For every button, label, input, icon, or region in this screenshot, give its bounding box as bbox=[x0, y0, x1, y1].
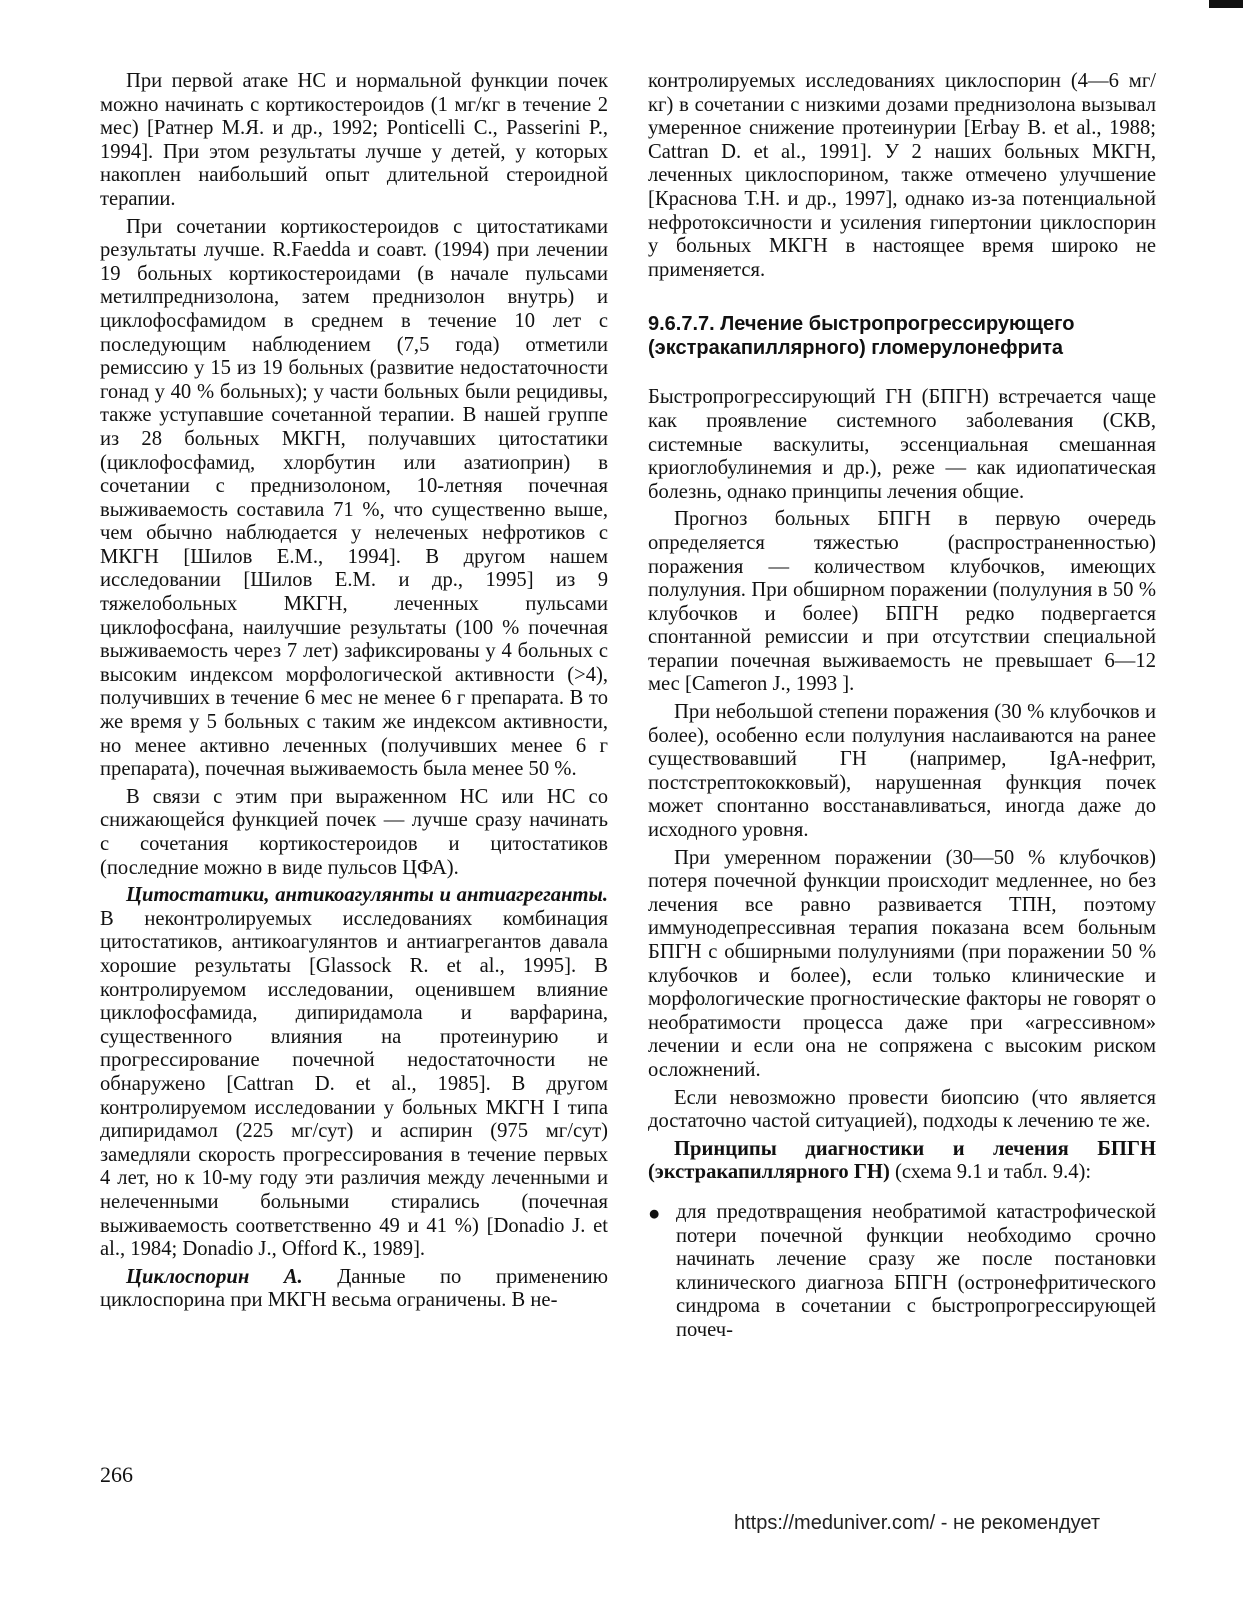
paragraph bbox=[100, 1266, 608, 1313]
paragraph: При сочетании кортикостероидов с цитостатиками результаты лучше. R.Faedda и соавт. (1994) при лечении 19 больных кортикостероидами (в начале пульсами метилпреднизолона, затем преднизолон внутрь) и циклофосфамидом в среднем в течение 10 лет с последующим наблюдением (7,5 года) отметили ремиссию у 15 из 19 больных (развитие недостаточности гонад у 40 % больных); у части больных были рецидивы, также уступавшие сочетанной терапии. В нашей группе из 28 больных МКГН, получавших цитостатики (циклофосфамид, хлорбутин или азатиоприн) в сочетании с преднизолоном, 10-летняя почечная выживаемость составила 71 %, что существенно выше, чем обычно наблюдается у нелеченых нефротиков с МКГН [Шилов Е.М., 1994]. В другом нашем исследовании [Шилов Е.М. и др., 1995] из 9 тяжелобольных МКГН, леченных пульсами циклофосфана, наилучшие результаты (100 % почечная выживаемость через 7 лет) зафиксированы у 4 больных с высоким индексом морфологической активности (>4), получивших в течение 6 мес не менее 6 г препарата. В то же время у 5 больных с таким же индексом активности, но менее активно леченных (получивших менее 6 г препарата), почечная выживаемость была менее 50 %. bbox=[100, 215, 608, 781]
paragraph-text: В неконтролируемых исследованиях комбинация цитостатиков, антикоагулянтов и антиагрегантов давала хорошие результаты [Glassock R. et al., 1995]. В контролируемом исследовании, оценившем влияние циклофосфамида, дипиридамола и варфарина, существенного влияния на протеинурию и прогрессирование почечной недостаточности не обнаружено [Cattran D. et al., 1985]. В другом контролируемом исследовании у больных МКГН I типа дипиридамол (225 мг/сут) и аспирин (975 мг/сут) замедляли скорость прогрессирования в течение первых 4 лет, но к 10-му году эти различия между леченными и нелеченными больными стирались (почечная выживаемость соответственно 49 и 41 %) [Donadio J. et al., 1984; Donadio J., Offord К., 1989]. bbox=[100, 907, 608, 1261]
right-column bbox=[648, 70, 1156, 1347]
paragraph-text: (схема 9.1 и табл. 9.4): bbox=[889, 1161, 1092, 1184]
section-heading bbox=[648, 312, 1156, 360]
footer-url: https://meduniver.com/ - не рекомендует bbox=[734, 1512, 1101, 1534]
run-in-heading: Принципы диагностики и лечения БПГН (экстракапиллярного ГН) bbox=[648, 1137, 1156, 1184]
page-corner-mark bbox=[1209, 0, 1243, 8]
left-column bbox=[100, 70, 608, 1317]
paragraph: Прогноз больных БПГН в первую очередь определяется тяжестью (распространенностью) поражения — количеством клубочков, имеющих полулуния. При обширном поражении (полулуния в 50 % клубочков и более) БПГН редко подвергается спонтанной ремиссии и при отсутствии специальной терапии почечная выживаемость не превышает 6—12 мес [Cameron J., 1993 ]. bbox=[648, 508, 1156, 696]
paragraph bbox=[100, 884, 608, 1262]
paragraph: При первой атаке НС и нормальной функции почек можно начинать с кортикостероидов (1 мг/кг в течение 2 мес) [Ратнер М.Я. и др., 1992; Ponticelli С., Passerini Р., 1994]. При этом результаты лучше у детей, у которых накоплен наибольший опыт длительной стероидной терапии. bbox=[100, 70, 608, 210]
bullet-item bbox=[648, 1201, 1156, 1343]
bullet-dot-icon: ● bbox=[648, 1202, 661, 1225]
run-in-heading: Цитостатики, антикоагулянты и антиагреганты. bbox=[126, 884, 608, 907]
paragraph: Если невозможно провести биопсию (что является достаточно частой ситуацией), подходы к лечению те же. bbox=[648, 1086, 1156, 1133]
section-heading-line: 9.6.7.7. Лечение быстропрогрессирующего bbox=[648, 313, 1075, 336]
paragraph: При небольшой степени поражения (30 % клубочков и более), особенно если полулуния наслаиваются на ранее существовавший ГН (например, IgA-нефрит, постстрептококковый), нарушенная функция почек может спонтанно восстанавливаться, иногда даже до исходного уровня. bbox=[648, 701, 1156, 842]
section-heading-line: (экстракапиллярного) гломерулонефрита bbox=[648, 337, 1064, 360]
paragraph-text: Данные по применению циклоспорина при МКГН весьма ограничены. В не- bbox=[100, 1265, 608, 1312]
paragraph: контролируемых исследованиях циклоспорин (4—6 мг/кг) в сочетании с низкими дозами преднизолона вызывал умеренное снижение протеинурии [Erbay В. et al., 1988; Cattran D. et al., 1991]. У 2 наших больных МКГН, леченных циклоспорином, также отмечено улучшение [Краснова Т.Н. и др., 1997], однако из-за потенциальной нефротоксичности и усиления гипертонии циклоспорин у больных МКГН в настоящее время широко не применяется. bbox=[648, 70, 1156, 281]
run-in-heading: Циклоспорин А. bbox=[126, 1265, 303, 1288]
bullet-text: для предотвращения необратимой катастрофической потери почечной функции необходимо срочно начинать лечение сразу же после постановки клинического диагноза БПГН (остронефритического синдрома в сочетании с быстропрогрессирующей почеч- bbox=[676, 1200, 1156, 1341]
paragraph: Быстропрогрессирующий ГН (БПГН) встречается чаще как проявление системного заболевания (СКВ, системные васкулиты, эссенциальная смешанная криоглобулинемия и др.), реже — как идиопатическая болезнь, однако принципы лечения общие. bbox=[648, 386, 1156, 503]
paragraph: При умеренном поражении (30—50 % клубочков) потеря почечной функции происходит медленнее, но без лечения все равно развивается ТПН, поэтому иммунодепрессивная терапия показана всем больным БПГН с обширными полулуниями (при поражении 50 % клубочков и более), если только клинические и морфологические прогностические факторы не говорят о необратимости процесса даже при «агрессивном» лечении и если она не сопряжена с высоким риском осложнений. bbox=[648, 846, 1156, 1081]
paragraph bbox=[648, 1138, 1156, 1185]
paragraph: В связи с этим при выраженном НС или НС со снижающейся функцией почек — лучше сразу начинать с сочетания кортикостероидов и цитостатиков (последние можно в виде пульсов ЦФА). bbox=[100, 785, 608, 879]
page-number: 266 bbox=[100, 1462, 133, 1487]
